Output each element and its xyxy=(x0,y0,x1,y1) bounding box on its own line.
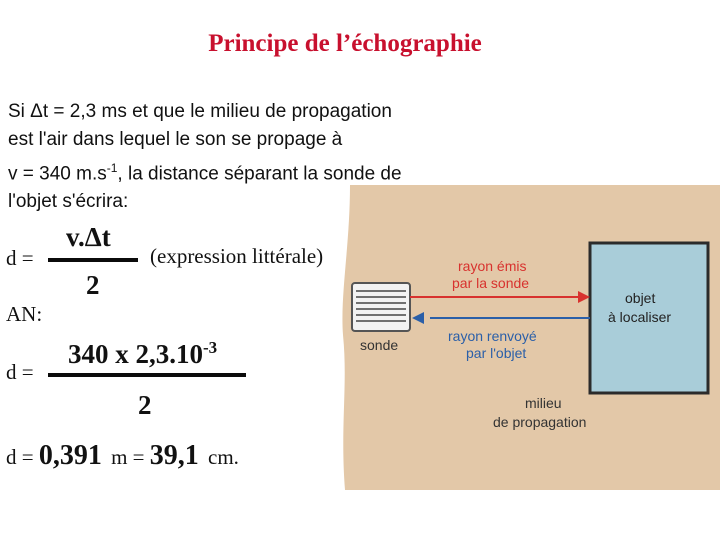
intro-line-3 xyxy=(8,154,458,188)
an-numerator xyxy=(68,338,217,370)
label-emitted-2: par la sonde xyxy=(452,275,530,291)
formula-denominator: 2 xyxy=(86,270,100,300)
intro-line-4: l'objet s'écrira: xyxy=(8,191,129,213)
probe xyxy=(352,283,410,331)
formula-lhs: d = xyxy=(6,246,34,270)
label-probe: sonde xyxy=(360,337,399,353)
result-value-m: 0,391 xyxy=(38,440,102,471)
an-numerator-exponent: -3 xyxy=(203,338,218,357)
intro-line-2: est l'air dans lequel le son se propage à xyxy=(8,129,343,150)
an-denominator: 2 xyxy=(138,390,152,420)
formula-numerator: v.Δt xyxy=(66,222,111,252)
intro-line-1: Si Δt = 2,3 ms et que le milieu de propagation xyxy=(8,101,392,122)
label-returned-1: rayon renvoyé xyxy=(448,328,537,344)
intro-line-3-start: v = 340 m.s xyxy=(8,163,107,185)
echography-diagram xyxy=(340,185,720,490)
intro-line-3-exponent: -1 xyxy=(106,161,118,175)
an-label: AN: xyxy=(6,302,43,326)
formula-note: (expression littérale) xyxy=(150,244,324,268)
an-lhs: d = xyxy=(6,360,34,384)
result-row xyxy=(6,440,239,472)
result-unit-cm: cm. xyxy=(208,445,239,469)
an-numerator-main: 340 x 2,3.10 xyxy=(68,339,203,369)
label-returned-2: par l'objet xyxy=(466,345,527,361)
page-title: Principe de l’échographie xyxy=(208,30,482,57)
result-unit-m: m = xyxy=(111,445,145,469)
result-value-cm: 39,1 xyxy=(149,440,199,471)
an-fraction-bar xyxy=(48,373,246,377)
label-object-2: à localiser xyxy=(608,309,672,325)
label-emitted-1: rayon émis xyxy=(458,258,527,274)
label-medium-1: milieu xyxy=(525,395,562,411)
intro-line-3-end: , la distance séparant la sonde de xyxy=(117,163,402,185)
label-medium-2: de propagation xyxy=(493,414,587,430)
label-object-1: objet xyxy=(625,290,656,306)
result-lhs: d = xyxy=(6,445,34,469)
formula-fraction-bar xyxy=(48,258,138,262)
